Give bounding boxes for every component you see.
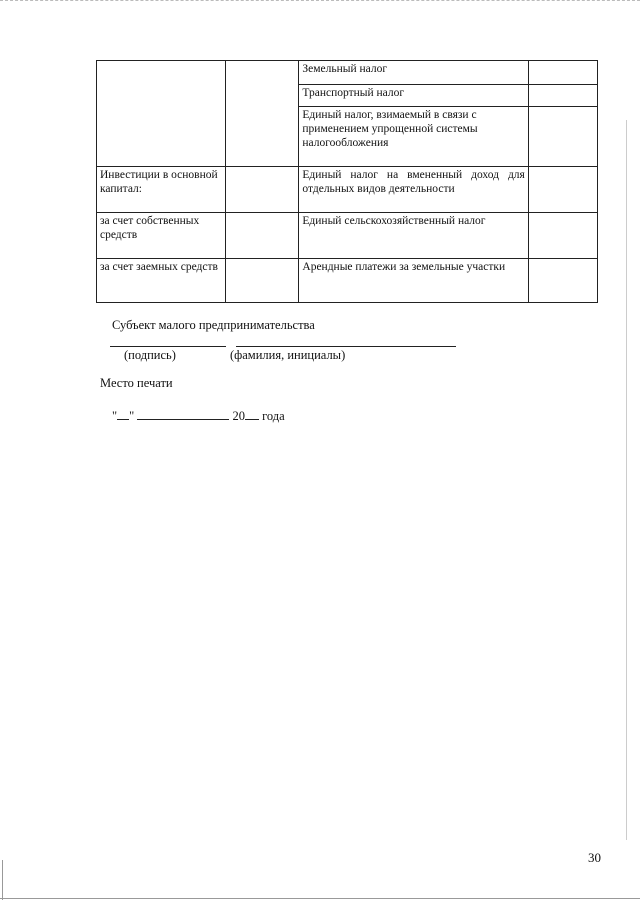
name-caption: (фамилия, инициалы) [230,348,346,362]
scan-edge-bottom [0,898,640,899]
tax-table [96,60,598,303]
subject-label: Субъект малого предпринимательства [112,318,315,332]
table-cell: Единый налог на вмененный доход для отдельных видов деятельности [299,167,528,213]
year-prefix: 20 [232,409,245,423]
table-cell [528,61,597,85]
table-row [97,61,598,85]
table-cell [528,167,597,213]
table-cell: Земельный налог [299,61,528,85]
name-line [236,346,456,347]
stamp-label: Место печати [100,376,173,390]
month-blank [137,408,229,420]
table-row [97,213,598,259]
table-cell [226,167,299,213]
table-cell: Инвестиции в основной капитал: [97,167,226,213]
table-cell [528,85,597,107]
scan-edge-left [2,860,3,900]
table-cell: за счет собственных средств [97,213,226,259]
table-cell [226,213,299,259]
scan-edge-right [626,120,627,840]
table-cell [528,213,597,259]
table-cell: Транспортный налог [299,85,528,107]
signature-caption: (подпись) [124,348,176,362]
page-number: 30 [588,850,601,865]
date-line [112,408,285,424]
table-cell [226,259,299,303]
table-row [97,167,598,213]
date-close-quote: " [129,409,135,423]
table-cell [97,61,226,167]
table-cell: Единый сельскохозяйственный налог [299,213,528,259]
table-row [97,259,598,303]
table-cell: за счет заемных средств [97,259,226,303]
scan-edge-top [0,0,640,4]
year-blank [245,408,259,420]
table-cell [528,259,597,303]
table-cell [528,107,597,167]
table-cell: Арендные платежи за земельные участки [299,259,528,303]
year-suffix: года [262,409,285,423]
signature-line [110,346,226,347]
day-blank [117,408,129,420]
date-open-quote: " [112,409,118,423]
table-cell [226,61,299,167]
table-cell: Единый налог, взимаемый в связи с применением упрощенной системы налогообложения [299,107,528,167]
